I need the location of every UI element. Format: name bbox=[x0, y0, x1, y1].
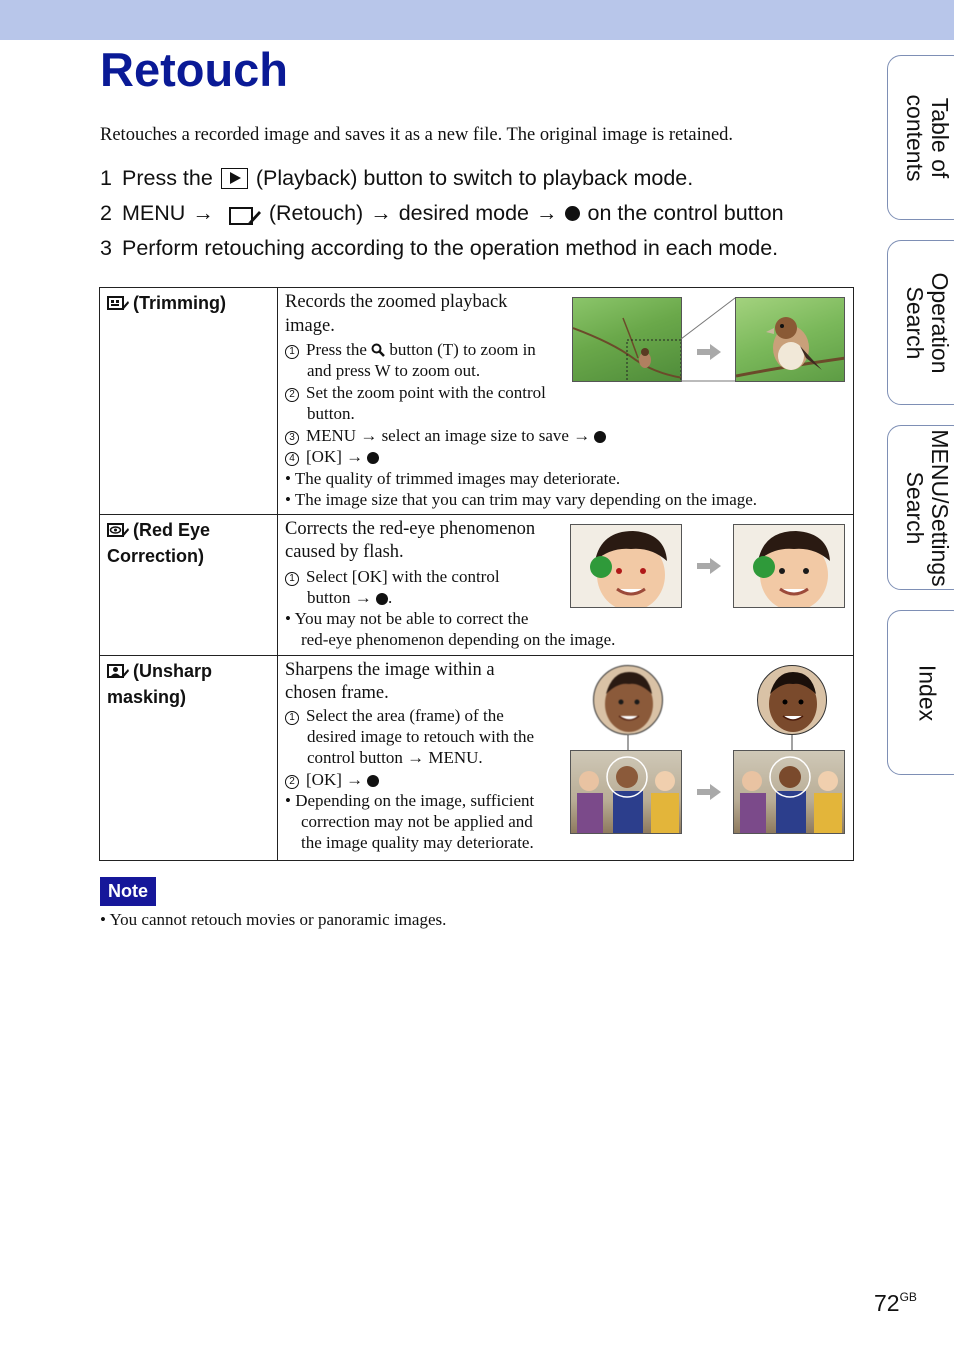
arrow-right-icon bbox=[697, 558, 721, 574]
instruction-text: Press the bbox=[306, 340, 367, 359]
instruction-text: Select the area (frame) of the bbox=[306, 706, 504, 725]
table-row-trimming bbox=[100, 288, 853, 515]
mode-name-unsharp-line2: masking) bbox=[107, 687, 187, 707]
tab-menu-settings-search[interactable] bbox=[887, 425, 954, 590]
instruction-1 bbox=[285, 705, 504, 726]
mode-lead: Sharpens the image within a bbox=[285, 660, 495, 680]
instruction-text: MENU bbox=[306, 426, 357, 445]
mode-name-unsharp: (Unsharp bbox=[133, 661, 213, 681]
arrow-right-icon: → bbox=[407, 748, 425, 767]
mode-lead: chosen frame. bbox=[285, 683, 389, 703]
mode-lead: Records the zoomed playback bbox=[285, 292, 508, 312]
instruction-2 bbox=[285, 769, 379, 790]
bullet-note: • The quality of trimmed images may deteriorate. bbox=[285, 469, 621, 488]
arrow-right-icon: → bbox=[573, 426, 591, 445]
arrow-right-icon: → bbox=[536, 201, 558, 225]
tab-label: Search bbox=[902, 471, 928, 544]
instruction-3 bbox=[285, 425, 606, 446]
bird-photo-before bbox=[572, 297, 682, 382]
unsharp-icon bbox=[107, 662, 129, 686]
instruction-text: Set the zoom point with the control bbox=[306, 383, 546, 402]
bullet-note: • The image size that you can trim may vary depending on the image. bbox=[285, 490, 758, 509]
step-text: on the control button bbox=[587, 201, 784, 225]
instruction-text: [OK] bbox=[306, 770, 342, 789]
play-icon bbox=[221, 168, 248, 189]
instruction-text: and press W to zoom out. bbox=[307, 361, 481, 380]
face-zoom-blurred bbox=[593, 665, 663, 735]
circled-number: 1 bbox=[285, 711, 299, 725]
group-photo-after bbox=[733, 750, 845, 834]
instruction-2 bbox=[285, 382, 546, 403]
mode-name-red-eye: (Red Eye bbox=[133, 520, 211, 540]
bullet-note: red-eye phenomenon depending on the image. bbox=[301, 630, 616, 649]
tab-table-of-contents[interactable] bbox=[887, 55, 954, 220]
instruction-text bbox=[307, 747, 483, 768]
instruction-text: Select [OK] with the control bbox=[306, 567, 500, 586]
table-row-red-eye bbox=[100, 515, 853, 656]
circled-number: 3 bbox=[285, 431, 299, 445]
arrow-right-icon bbox=[697, 784, 721, 800]
bullet-note: the image quality may deteriorate. bbox=[301, 833, 534, 852]
retouch-icon bbox=[229, 202, 261, 226]
tab-label: MENU/Settings bbox=[927, 428, 953, 587]
step-number: 3 bbox=[100, 236, 112, 260]
step-text: (Retouch) bbox=[268, 201, 364, 225]
boy-photo-before bbox=[570, 524, 682, 608]
table-row-unsharp bbox=[100, 656, 853, 861]
circled-number: 2 bbox=[285, 775, 299, 789]
bullet-dot-icon bbox=[367, 775, 379, 787]
step-text: Press the bbox=[122, 166, 213, 190]
trim-icon bbox=[107, 294, 129, 318]
zoom-guide-lines bbox=[681, 297, 736, 382]
instruction-1 bbox=[285, 339, 536, 360]
instruction-text: MENU. bbox=[428, 748, 483, 767]
circled-number: 2 bbox=[285, 388, 299, 402]
arrow-right-icon: → bbox=[346, 447, 364, 466]
mode-name-trimming: (Trimming) bbox=[133, 293, 226, 313]
instruction-text: control button bbox=[307, 748, 403, 767]
group-photo-before bbox=[570, 750, 682, 834]
arrow-right-icon: → bbox=[354, 588, 372, 607]
circled-number: 1 bbox=[285, 345, 299, 359]
arrow-right-icon: → bbox=[360, 426, 378, 445]
bullet-dot-icon bbox=[367, 452, 379, 464]
mode-description bbox=[285, 288, 850, 514]
page-number: $72^{GB}$ bbox=[874, 1290, 917, 1316]
face-zoom-sharpened bbox=[757, 665, 827, 735]
instruction-text: button. bbox=[307, 404, 355, 423]
arrow-right-icon bbox=[697, 344, 721, 360]
mode-cell bbox=[100, 515, 278, 655]
tab-operation-search[interactable] bbox=[887, 240, 954, 405]
mode-lead: image. bbox=[285, 316, 335, 336]
mode-cell bbox=[100, 656, 278, 861]
bullet-note: • Depending on the image, sufficient bbox=[285, 791, 535, 810]
boy-photo-after bbox=[733, 524, 845, 608]
mode-table bbox=[99, 287, 854, 861]
bird-photo-after bbox=[735, 297, 845, 382]
page-suffix: GB bbox=[899, 1290, 917, 1304]
step-text: Perform retouching according to the operation method in each mode. bbox=[122, 236, 779, 260]
note-badge: Note bbox=[100, 877, 156, 906]
bullet-dot-icon bbox=[376, 593, 388, 605]
instruction-text: button (T) to zoom in bbox=[389, 340, 536, 359]
instruction-1 bbox=[285, 566, 500, 587]
instruction-4 bbox=[285, 446, 379, 467]
tab-label: Search bbox=[902, 286, 928, 359]
menu-label: MENU bbox=[122, 201, 186, 225]
mode-lead: caused by flash. bbox=[285, 542, 404, 562]
bullet-dot-icon bbox=[594, 431, 606, 443]
circled-number: 4 bbox=[285, 452, 299, 466]
instruction-text: button → . bbox=[307, 588, 393, 607]
zoom-icon bbox=[371, 340, 385, 359]
step-2 bbox=[100, 201, 784, 226]
tab-label: Operation bbox=[927, 271, 953, 374]
mode-cell bbox=[100, 288, 278, 514]
step-number: 1 bbox=[100, 166, 112, 190]
mode-description bbox=[285, 515, 850, 655]
step-1 bbox=[100, 166, 693, 191]
circled-number: 1 bbox=[285, 572, 299, 586]
bullet-note: correction may not be applied and bbox=[301, 812, 533, 831]
red-eye-icon bbox=[107, 521, 129, 545]
step-number: 2 bbox=[100, 201, 112, 225]
step-3 bbox=[100, 236, 778, 261]
step-text: (Playback) button to switch to playback mode. bbox=[255, 166, 694, 190]
tab-label: Index bbox=[914, 664, 941, 721]
tab-label: Table of bbox=[927, 97, 953, 178]
arrow-right-icon: → bbox=[346, 770, 364, 789]
instruction-text: [OK] bbox=[306, 447, 342, 466]
arrow-right-icon: → bbox=[370, 201, 392, 225]
bullet-dot-icon bbox=[565, 206, 580, 221]
note-text: • You cannot retouch movies or panoramic images. bbox=[100, 910, 447, 929]
header-band bbox=[0, 0, 954, 40]
mode-name-red-eye-line2: Correction) bbox=[107, 546, 205, 566]
bullet-note: • You may not be able to correct the bbox=[285, 609, 529, 628]
tab-label: contents bbox=[902, 94, 928, 181]
mode-description bbox=[285, 656, 850, 861]
instruction-text: select an image size to save bbox=[381, 426, 569, 445]
tab-index[interactable] bbox=[887, 610, 954, 775]
arrow-right-icon: → bbox=[192, 201, 214, 225]
mode-lead: Corrects the red-eye phenomenon bbox=[285, 519, 536, 539]
instruction-text: desired image to retouch with the bbox=[307, 727, 535, 746]
step-text: desired mode bbox=[398, 201, 529, 225]
intro-text: Retouches a recorded image and saves it as a new file. The original image is retained. bbox=[100, 125, 734, 145]
page-title: Retouch bbox=[100, 43, 288, 96]
instruction-text: button bbox=[307, 588, 351, 607]
